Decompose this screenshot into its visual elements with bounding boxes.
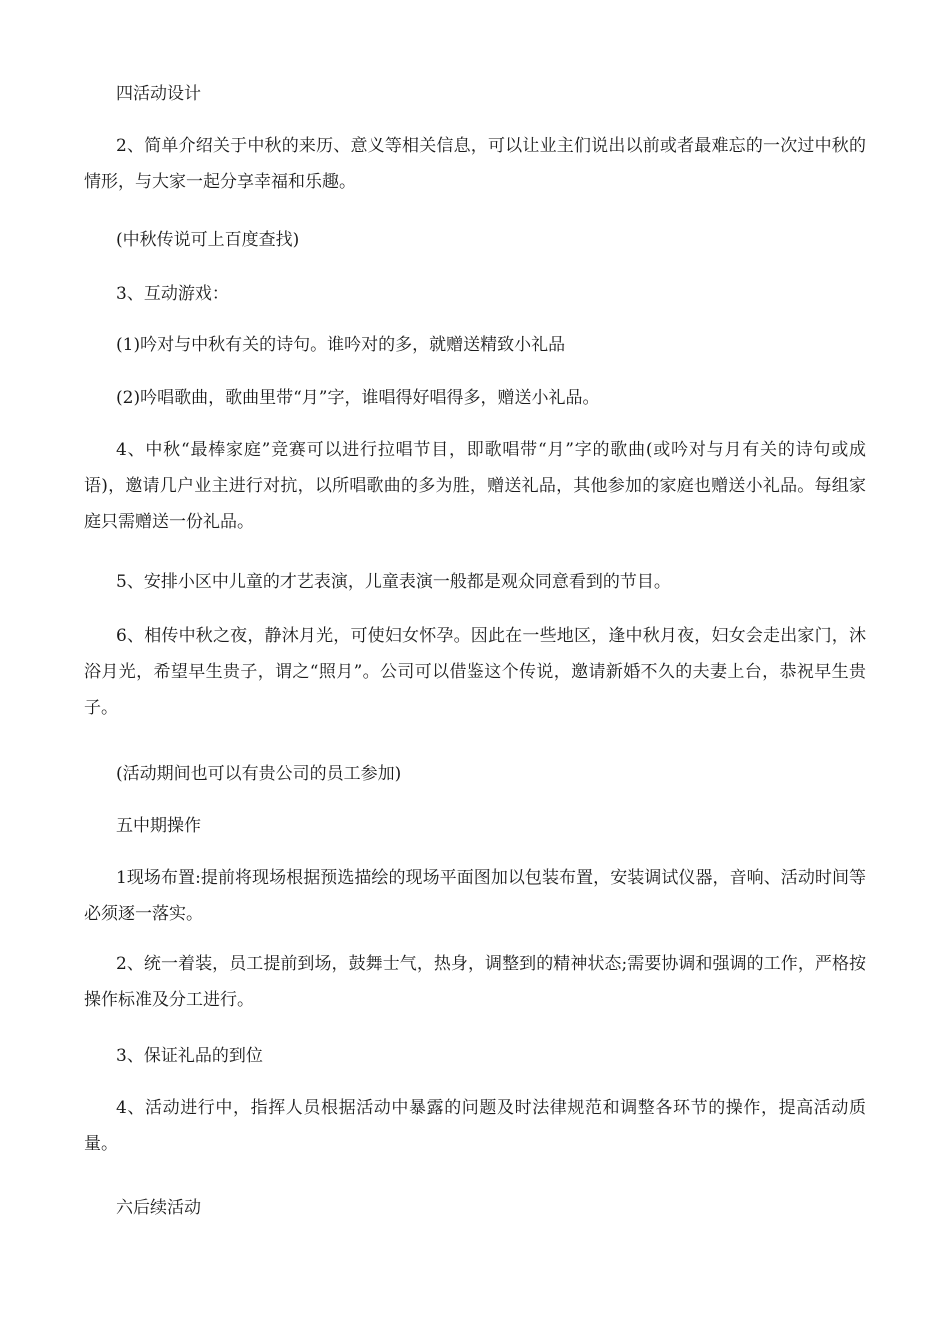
paragraph-item-3-games: 3、互动游戏： (116, 284, 229, 304)
paragraph-item-2-uniform: 2、统一着装，员工提前到场，鼓舞士气，热身，调整到的精神状态;需要协调和强调的工作，严格按操作标准及分工进行。 (84, 954, 866, 1010)
paragraph-item-4-family-contest: 4、中秋“最棒家庭”竞赛可以进行拉唱节目，即歌唱带“月”字的歌曲(或吟对与月有关的诗句或成语)，邀请几户业主进行对抗，以所唱歌曲的多为胜，赠送礼品，其他参加的家庭也赠送小礼品。每组家庭只需赠送一份礼品。 (84, 440, 866, 532)
paragraph-note-staff: (活动期间也可以有贵公司的员工参加) (116, 764, 402, 784)
paragraph-item-2-intro: 2、简单介绍关于中秋的来历、意义等相关信息，可以让业主们说出以前或者最难忘的一次过中秋的情形，与大家一起分享幸福和乐趣。 (84, 136, 866, 192)
paragraph-subitem-2-songs: (2)吟唱歌曲，歌曲里带“月”字，谁唱得好唱得多，赠送小礼品。 (116, 388, 600, 408)
paragraph-item-5-children-show: 5、安排小区中儿童的才艺表演，儿童表演一般都是观众同意看到的节目。 (116, 572, 671, 592)
paragraph-item-1-site-setup: 1现场布置:提前将现场根据预选描绘的现场平面图加以包装布置，安装调试仪器，音响、活动时间等必须逐一落实。 (84, 868, 866, 924)
section-heading-follow-up: 六后续活动 (116, 1198, 201, 1218)
paragraph-item-4-control: 4、活动进行中，指挥人员根据活动中暴露的问题及时法律规范和调整各环节的操作，提高活动质量。 (84, 1098, 866, 1154)
paragraph-note-legend: (中秋传说可上百度查找) (116, 230, 300, 250)
paragraph-item-6-moon-legend: 6、相传中秋之夜，静沐月光，可使妇女怀孕。因此在一些地区，逢中秋月夜，妇女会走出家门，沐浴月光，希望早生贵子，谓之“照月”。公司可以借鉴这个传说，邀请新婚不久的夫妻上台，恭祝早生贵子。 (84, 626, 866, 718)
paragraph-subitem-1-poems: (1)吟对与中秋有关的诗句。谁吟对的多，就赠送精致小礼品 (116, 335, 566, 355)
paragraph-item-3-gifts: 3、保证礼品的到位 (116, 1046, 263, 1066)
section-heading-activity-design: 四活动设计 (116, 84, 201, 104)
section-heading-mid-operation: 五中期操作 (116, 816, 201, 836)
